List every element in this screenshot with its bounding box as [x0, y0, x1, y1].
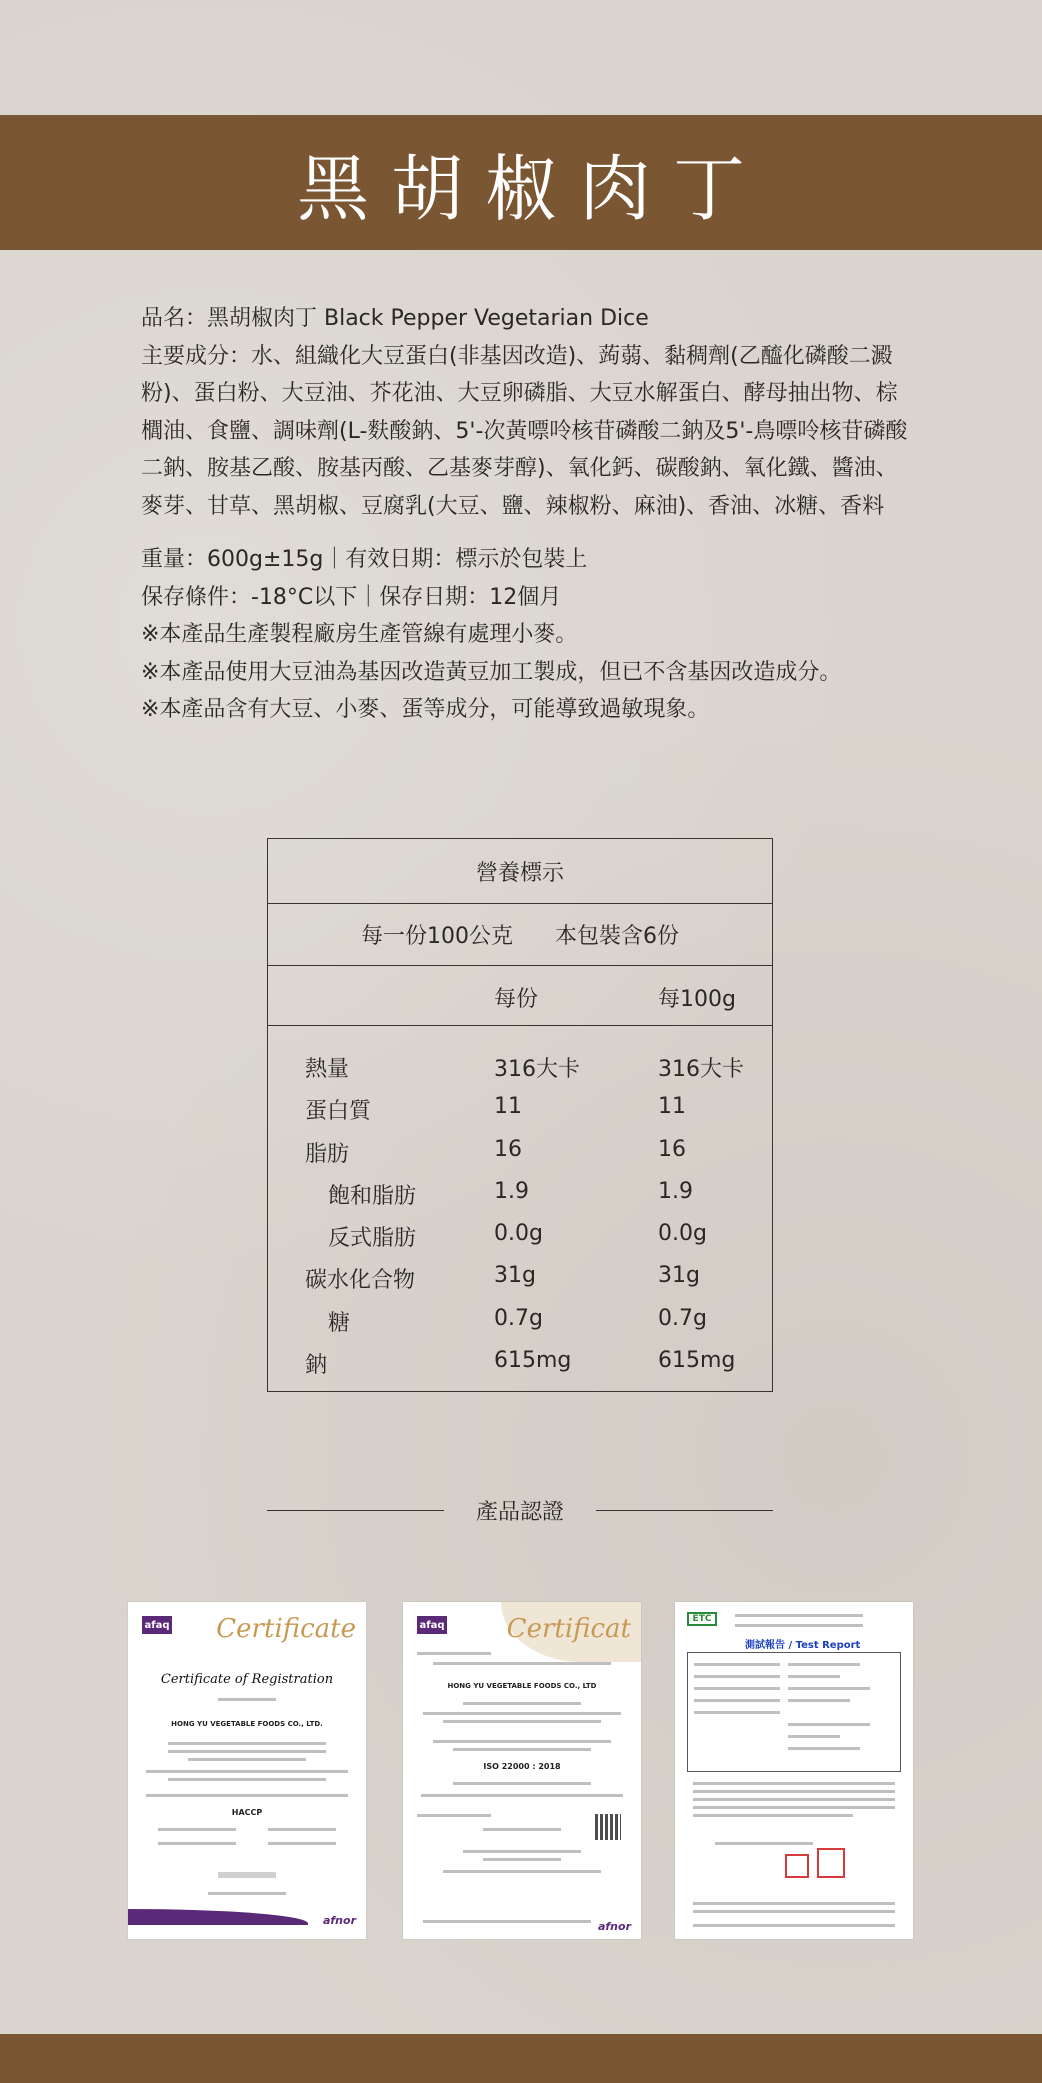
afaq-logo: afaq [417, 1616, 447, 1634]
text-line [168, 1778, 326, 1781]
nutrition-table [267, 838, 773, 1392]
nutrient-per-100g: 11 [658, 1094, 686, 1120]
text-line [788, 1687, 870, 1690]
nutrition-row [268, 1257, 772, 1299]
nutrient-per-serving: 16 [494, 1136, 522, 1162]
storage-info: 保存條件：-18°C以下｜保存日期：12個月 [141, 584, 562, 610]
text-line [417, 1652, 491, 1655]
text-line [788, 1735, 840, 1738]
text-line [735, 1624, 863, 1627]
text-line [693, 1790, 895, 1793]
nutrient-per-100g: 16 [658, 1136, 686, 1162]
qr-code [595, 1814, 621, 1840]
nutrition-row [268, 1131, 772, 1173]
text-line [463, 1702, 581, 1705]
text-line [158, 1842, 236, 1845]
nutrient-per-100g: 0.7g [658, 1305, 707, 1331]
report-title: 測試報告 / Test Report [745, 1640, 861, 1651]
text-line [715, 1842, 813, 1845]
note-gmo: ※本產品使用大豆油為基因改造黃豆加工製成，但已不含基因改造成分。 [141, 659, 842, 685]
text-line [421, 1794, 623, 1797]
nutrient-label: 熱量 [305, 1057, 350, 1082]
certification-title: 產品認證 [476, 1499, 565, 1525]
weight-expiry: 重量：600g±15g｜有效日期：標示於包裝上 [141, 547, 588, 572]
text-line [423, 1712, 621, 1715]
note-wheat: ※本產品生產製程廠房生產管線有處理小麥。 [141, 622, 578, 647]
nutrition-row [268, 1215, 772, 1257]
nutrition-rows [268, 1026, 772, 1384]
text-line [693, 1798, 895, 1801]
nutrient-label: 碳水化合物 [305, 1268, 416, 1294]
text-line [694, 1711, 780, 1714]
afnor-logo: afnor [597, 1920, 631, 1933]
page-title: 黑胡椒肉丁 [296, 146, 767, 231]
text-line [453, 1748, 591, 1751]
text-line [693, 1806, 895, 1809]
serving-row [268, 904, 772, 966]
certificate-heading: Certificate [216, 1614, 356, 1644]
text-line [693, 1910, 895, 1913]
certificate-heading: Certificat [506, 1614, 631, 1644]
product-info [141, 300, 911, 729]
divider-left [267, 1510, 444, 1511]
afnor-logo: afnor [322, 1914, 356, 1927]
text-line [453, 1782, 591, 1785]
nutrition-row [268, 1300, 772, 1342]
certification-heading [267, 1490, 773, 1530]
text-line [483, 1828, 561, 1831]
nutrient-per-100g: 0.0g [658, 1221, 707, 1247]
purple-band [128, 1909, 308, 1925]
text-line [168, 1750, 326, 1753]
text-line [788, 1699, 850, 1702]
text-line [188, 1758, 306, 1761]
text-line [694, 1663, 780, 1666]
text-line [208, 1892, 286, 1895]
text-line [693, 1782, 895, 1785]
text-line [483, 1858, 561, 1861]
text-line [268, 1842, 336, 1845]
red-stamp [817, 1848, 845, 1878]
nutrient-per-serving: 0.0g [494, 1221, 543, 1247]
text-line [433, 1740, 611, 1743]
nutrient-per-100g: 615mg [658, 1348, 736, 1374]
certificate-standard: HACCP [231, 1808, 263, 1817]
certificate-iso22000[interactable] [403, 1602, 641, 1939]
footer-bar [0, 2034, 1042, 2083]
text-line [417, 1814, 491, 1817]
text-line [443, 1870, 601, 1873]
nutrient-label: 脂肪 [305, 1141, 350, 1167]
text-line [168, 1742, 326, 1745]
nutrient-per-100g: 1.9 [658, 1178, 693, 1204]
text-line [146, 1770, 348, 1773]
nutrient-per-serving: 615mg [494, 1348, 572, 1374]
text-line [268, 1828, 336, 1831]
text-line [443, 1720, 601, 1723]
text-line [788, 1675, 840, 1678]
text-line [788, 1723, 870, 1726]
certificate-standard: ISO 22000 : 2018 [483, 1762, 561, 1771]
note-allergen: ※本產品含有大豆、小麥、蛋等成分，可能導致過敏現象。 [141, 697, 710, 722]
col-per-serving: 每份 [494, 987, 539, 1012]
divider-right [596, 1510, 773, 1511]
nutrient-label: 蛋白質 [305, 1099, 372, 1125]
nutrition-row [268, 1046, 772, 1088]
etc-logo: ETC [687, 1612, 717, 1626]
nutrient-per-100g: 316大卡 [658, 1057, 744, 1082]
text-line [788, 1663, 860, 1666]
nutrient-per-serving: 1.9 [494, 1178, 529, 1204]
nutrition-header [268, 966, 772, 1026]
nutrition-title: 營養標示 [268, 839, 772, 904]
nutrition-row [268, 1088, 772, 1130]
nutrient-per-serving: 31g [494, 1263, 536, 1289]
text-line [693, 1814, 853, 1817]
nutrient-label: 鈉 [305, 1353, 328, 1379]
serving-size: 每一份100公克 [361, 924, 513, 949]
nutrient-per-100g: 31g [658, 1263, 700, 1289]
servings-per-pack: 本包裝含6份 [555, 924, 679, 949]
product-name: 品名：黑胡椒肉丁 Black Pepper Vegetarian Dice [141, 306, 649, 331]
text-line [693, 1924, 895, 1927]
text-line [788, 1747, 860, 1750]
ingredients: 主要成分：水、組織化大豆蛋白(非基因改造)、蒟蒻、黏稠劑(乙醯化磷酸二澱粉)、蛋白粉、大豆油、芥花油、大豆卵磷脂、大豆水解蛋白、酵母抽出物、棕櫚油、食鹽、調味劑(L-麩酸鈉、5'-次黃嘌呤核苷磷酸二鈉及5'-鳥嘌呤核苷磷酸二鈉、胺基乙酸、胺基丙酸、乙基麥芽醇)、氧化鈣、碳酸鈉、氧化鐵、醬油、麥芽、甘草、黑胡椒、豆腐乳(大豆、鹽、辣椒粉、麻油)、香油、冰糖、香料 [141, 343, 908, 519]
title-banner [0, 115, 1042, 250]
red-stamp [785, 1854, 809, 1878]
certificate-company: HONG YU VEGETABLE FOODS CO., LTD [447, 1682, 597, 1690]
report-table [687, 1652, 901, 1772]
certificate-company: HONG YU VEGETABLE FOODS CO., LTD. [171, 1720, 323, 1728]
text-line [694, 1675, 780, 1678]
certificate-subtitle: Certificate of Registration [160, 1672, 334, 1687]
signature [218, 1872, 276, 1878]
text-line [463, 1850, 581, 1853]
nutrient-per-serving: 11 [494, 1094, 522, 1120]
test-report[interactable] [675, 1602, 913, 1939]
afaq-logo: afaq [142, 1616, 172, 1634]
text-line [693, 1902, 895, 1905]
text-line [146, 1794, 348, 1797]
text-line [735, 1614, 863, 1617]
text-line [218, 1698, 276, 1701]
nutrient-label: 糖 [328, 1310, 351, 1336]
col-per-100g: 每100g [658, 987, 736, 1012]
nutrient-per-serving: 316大卡 [494, 1057, 580, 1082]
text-line [433, 1662, 611, 1665]
text-line [423, 1920, 591, 1923]
text-line [694, 1699, 780, 1702]
nutrient-per-serving: 0.7g [494, 1305, 543, 1331]
nutrition-row [268, 1342, 772, 1384]
nutrient-label: 反式脂肪 [328, 1226, 417, 1252]
text-line [158, 1828, 236, 1831]
text-line [694, 1687, 780, 1690]
nutrient-label: 飽和脂肪 [328, 1183, 417, 1209]
certificate-haccp[interactable] [128, 1602, 366, 1939]
nutrition-row [268, 1173, 772, 1215]
